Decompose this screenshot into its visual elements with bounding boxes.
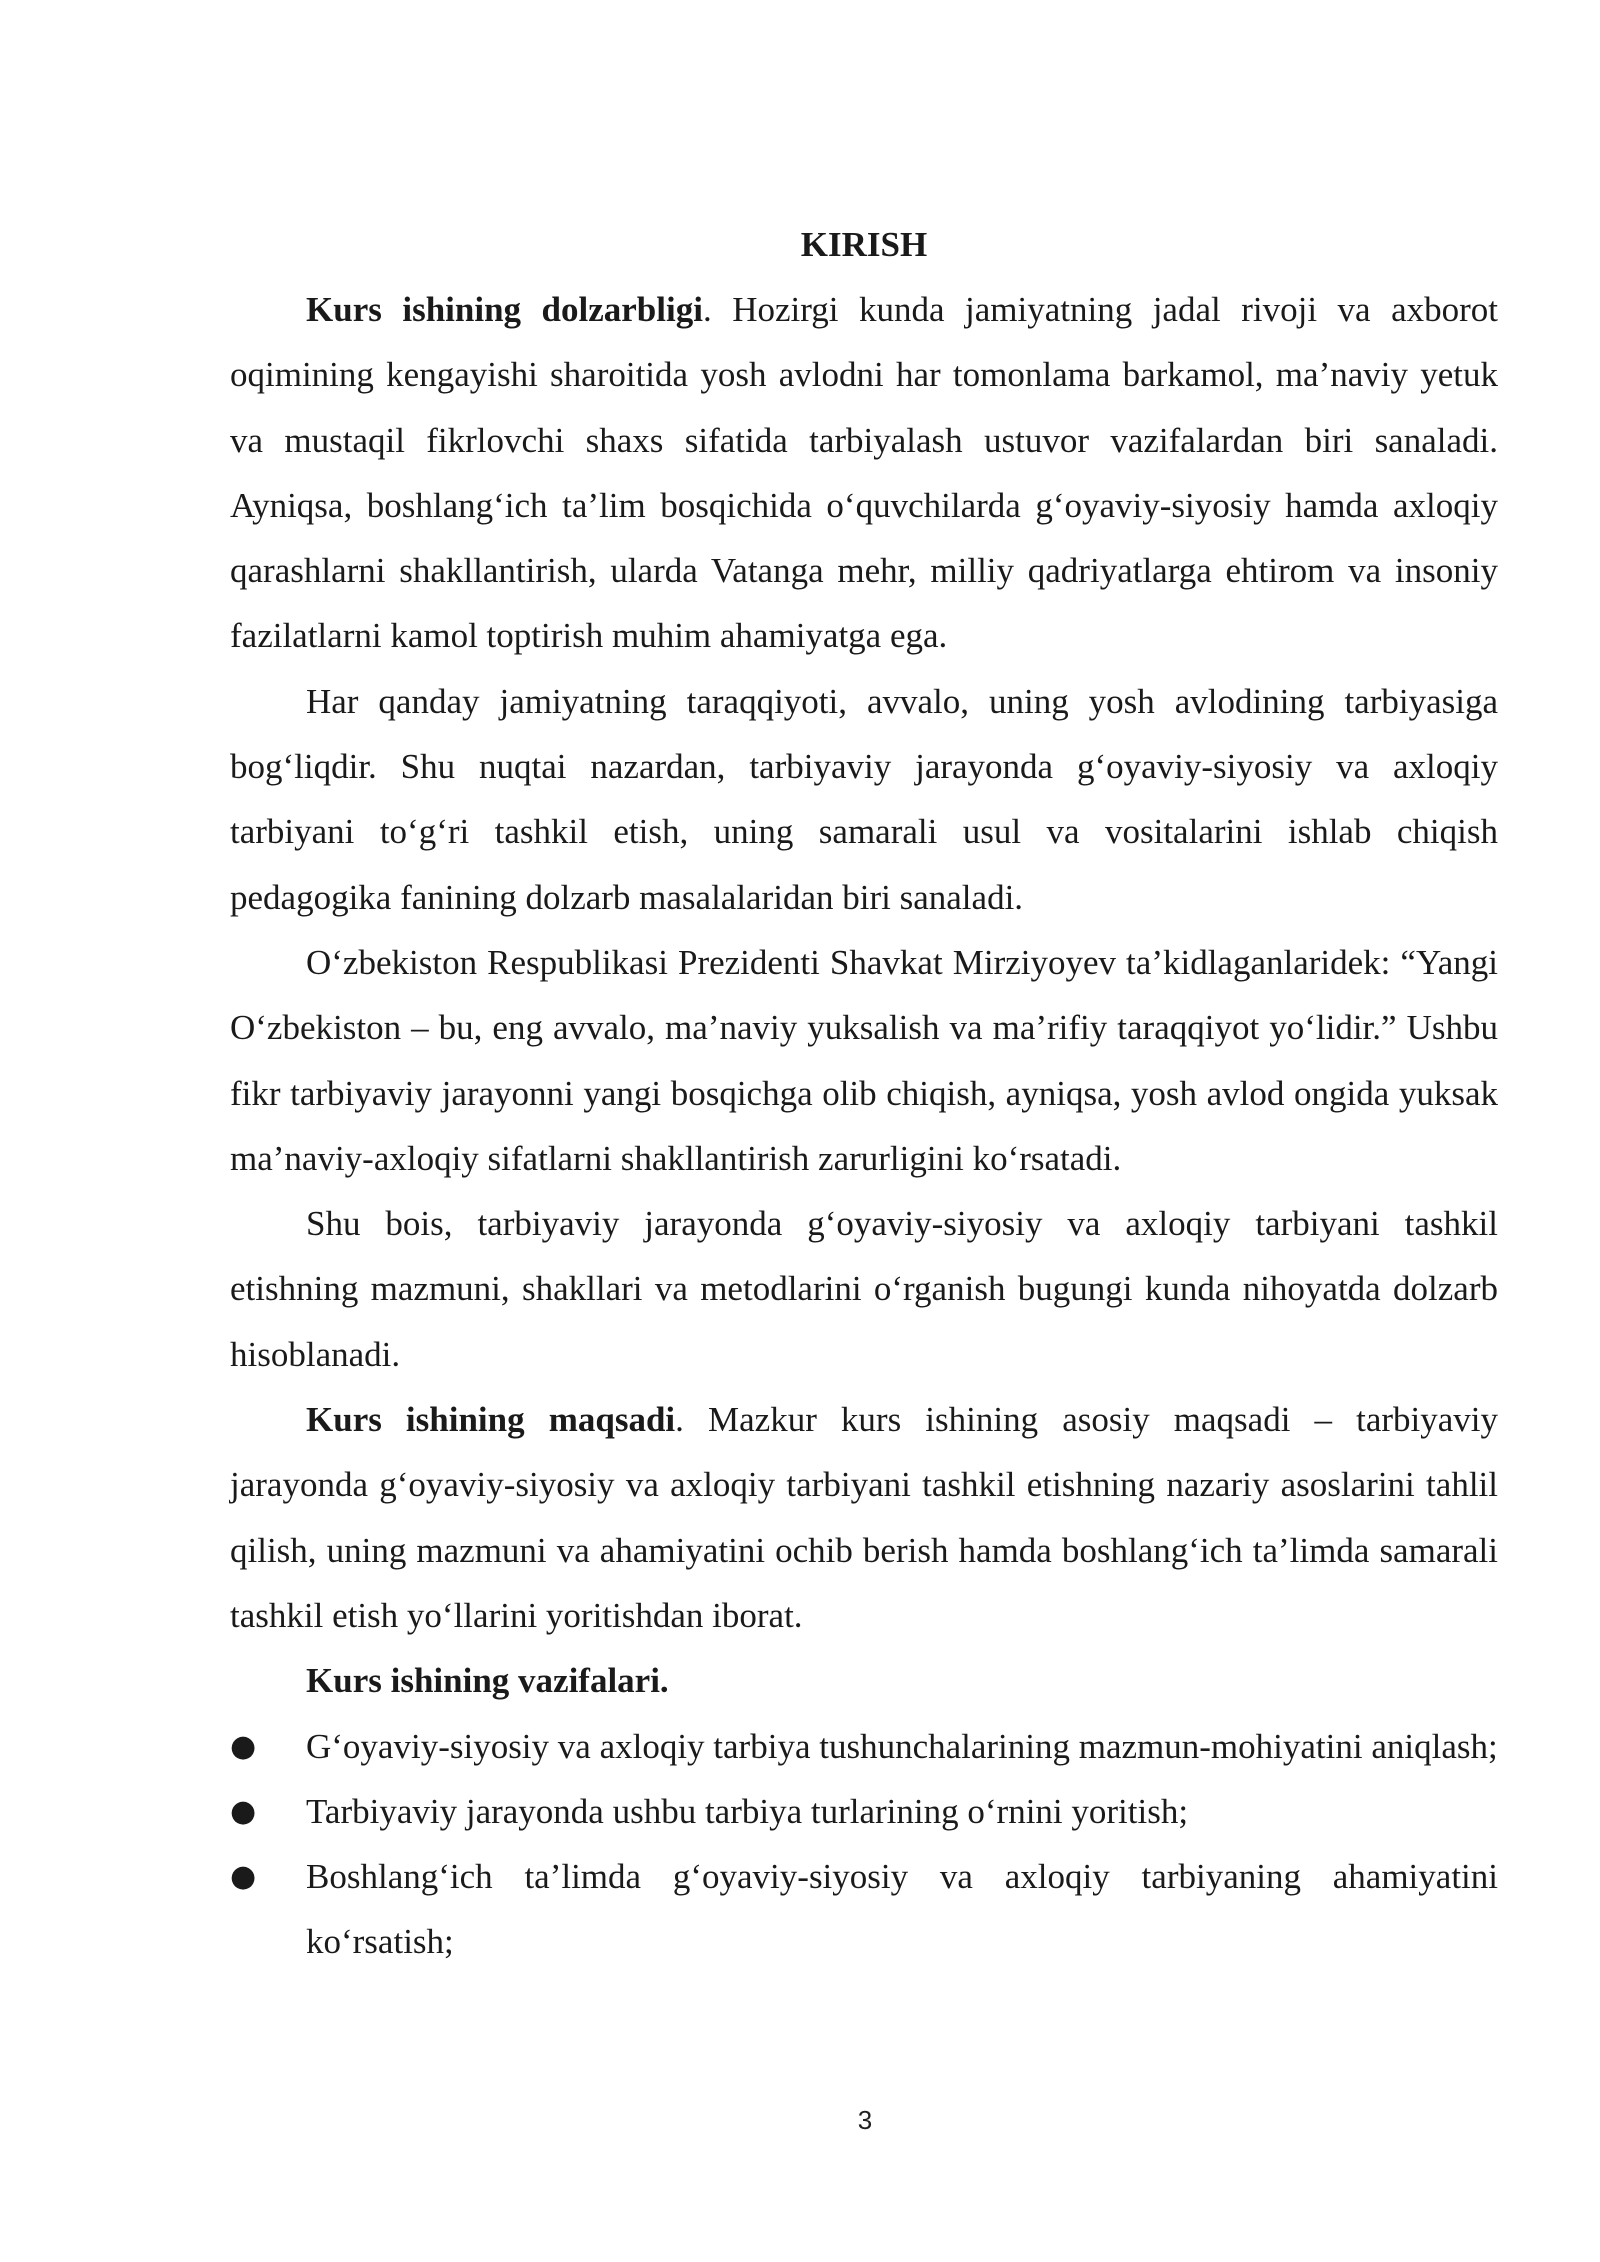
paragraph-lead: Kurs ishining dolzarbligi xyxy=(306,290,703,329)
list-item-text: Boshlang‘ich ta’limda g‘oyaviy-siyosiy va axloqiy tarbiyaning ahamiyatini ko‘rsatish; xyxy=(306,1857,1498,1962)
tasks-heading: Kurs ishining vazifalari. xyxy=(306,1661,669,1701)
paragraph-goal xyxy=(230,1387,1498,1648)
task-list xyxy=(230,1714,1498,1975)
list-item xyxy=(230,1714,1498,1779)
paragraph-quote xyxy=(230,930,1498,1191)
paragraph-relevance xyxy=(230,277,1498,669)
document-page xyxy=(230,212,1498,1975)
paragraph xyxy=(230,669,1498,930)
paragraph-text: . Hozirgi kunda jamiyatning jadal rivoji va axborot oqimining kengayishi sharoitida yosh avlodni har tomonlama barkamol, ma’naviy yetuk va mustaqil fikrlovchi shaxs sifatida tarbiyalash ustuvor vazifalardan biri sanaladi. Ayniqsa, boshlang‘ich ta’lim bosqichida o‘quvchilarda g‘oyaviy-siyosiy hamda axloqiy qarashlarni shakllantirish, ularda Vatanga mehr, milliy qadriyatlarga ehtirom va insoniy fazilatlarni kamol toptirish muhim ahamiyatga ega. xyxy=(230,290,1498,656)
list-item-text: Tarbiyaviy jarayonda ushbu tarbiya turlarining o‘rnini yoritish; xyxy=(306,1791,1189,1831)
paragraph-text: Shu bois, tarbiyaviy jarayonda g‘oyaviy-siyosiy va axloqiy tarbiyani tashkil etishning mazmuni, shakllari va metodlarini o‘rganish bugungi kunda nihoyatda dolzarb hisoblanadi. xyxy=(230,1204,1498,1374)
list-item xyxy=(230,1779,1498,1844)
bullet-icon: ● xyxy=(230,1859,257,1895)
paragraph xyxy=(230,1191,1498,1387)
bullet-icon: ● xyxy=(230,1728,257,1764)
paragraph-text: . Mazkur kurs ishining asosiy maqsadi – tarbiyaviy jarayonda g‘oyaviy-siyosiy va axloqiy tarbiyani tashkil etishning nazariy asoslarini tahlil qilish, uning mazmuni va ahamiyatini ochib berish hamda boshlang‘ich ta’limda samarali tashkil etish yo‘llarini yoritishdan iborat. xyxy=(230,1400,1498,1635)
list-item-text: G‘oyaviy-siyosiy va axloqiy tarbiya tushunchalarining mazmun-mohiyatini aniqlash; xyxy=(306,1726,1498,1766)
page-number: 3 xyxy=(857,2105,873,2135)
paragraph-lead: Kurs ishining maqsadi xyxy=(306,1400,676,1440)
paragraph-text: O‘zbekiston Respublikasi Prezidenti Shavkat Mirziyoyev ta’kidlaganlaridek: “Yangi O‘zbekiston – bu, eng avvalo, ma’naviy yuksalish va ma’rifiy taraqqiyot yo‘lidir.” Ushbu fikr tarbiyaviy jarayonni yangi bosqichga olib chiqish, ayniqsa, yosh avlod ongida yuksak ma’naviy-axloqiy sifatlarni shakllantirish zarurligini ko‘rsatadi. xyxy=(230,942,1498,1178)
list-item xyxy=(230,1844,1498,1975)
bullet-icon: ● xyxy=(230,1793,257,1829)
page-title: KIRISH xyxy=(800,225,928,264)
paragraph-text: Har qanday jamiyatning taraqqiyoti, avvalo, uning yosh avlodining tarbiyasiga bog‘liqdir. Shu nuqtai nazardan, tarbiyaviy jarayonda g‘oyaviy-siyosiy va axloqiy tarbiyani to‘g‘ri tashkil etish, uning samarali usul va vositalarini ishlab chiqish pedagogika fanining dolzarb masalalaridan biri sanaladi. xyxy=(230,681,1498,917)
